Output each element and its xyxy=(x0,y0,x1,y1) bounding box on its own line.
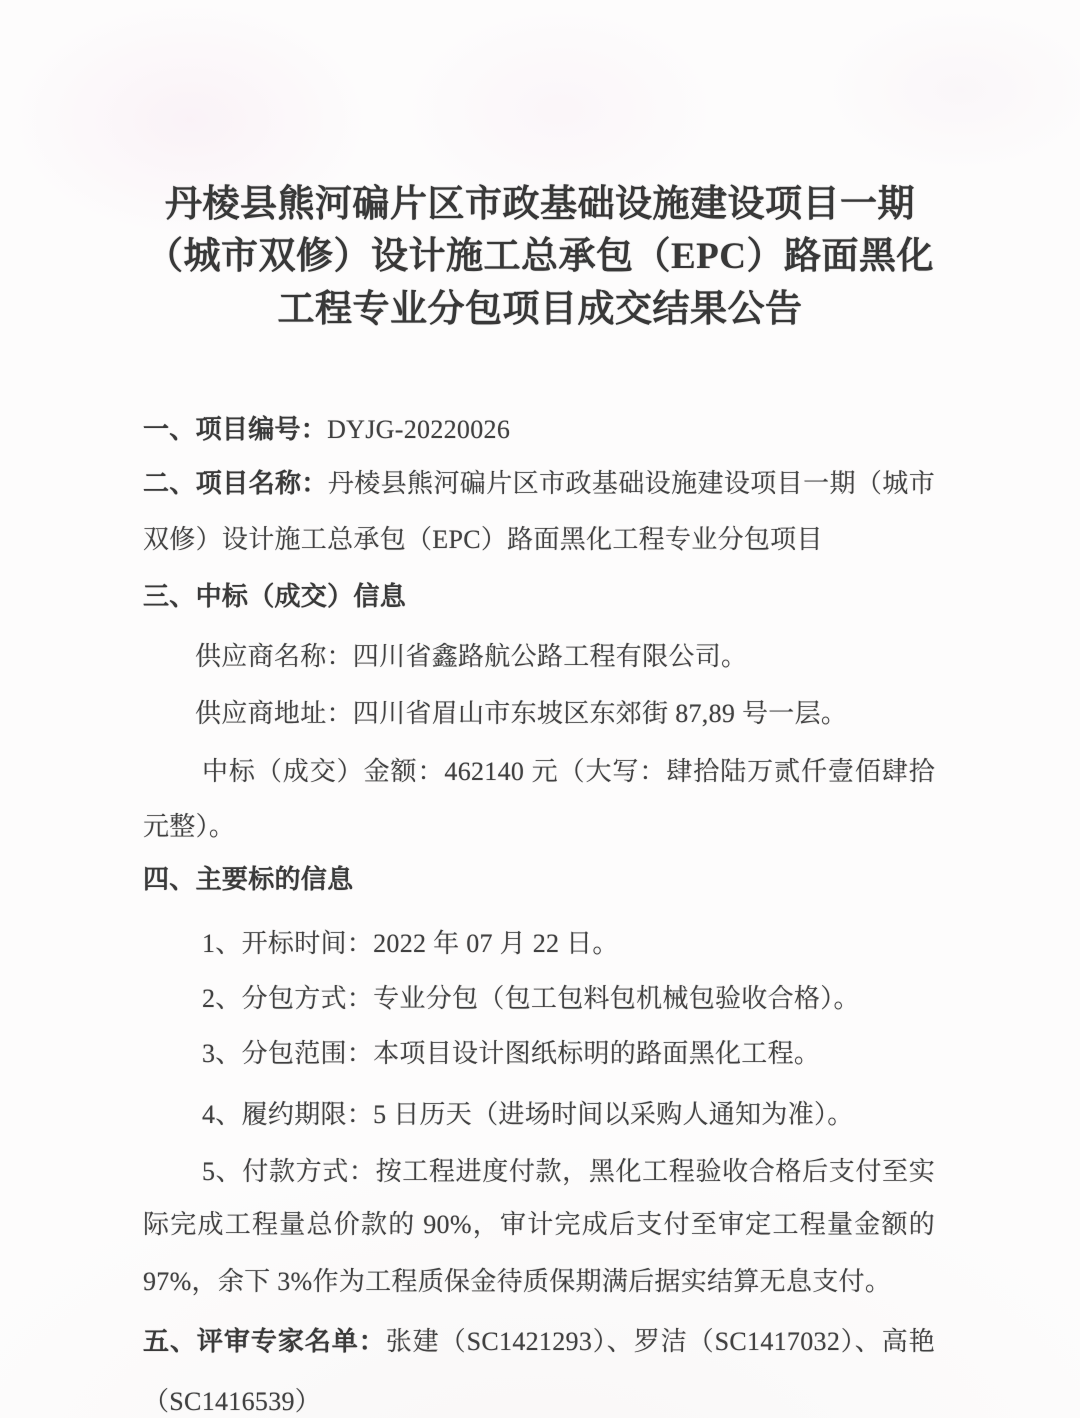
supplier-name-line xyxy=(195,642,747,672)
line-text: 2、分包方式：专业分包（包工包料包机械包验收合格）。 xyxy=(202,984,860,1013)
bid-opening-time-line xyxy=(202,929,619,959)
line-text: 中标（成交）金额：462140 元（大写：肆拾陆万贰仟壹佰肆拾 xyxy=(202,757,935,786)
line-text: （SC1416539） xyxy=(143,1387,322,1416)
award-info-heading xyxy=(143,582,406,612)
line-text: 5、付款方式：按工程进度付款，黑化工程验收合格后支付至实 xyxy=(202,1157,935,1186)
expert-list-line-2 xyxy=(143,1387,321,1417)
line-text: 供应商地址：四川省眉山市东坡区东郊街 87,89 号一层。 xyxy=(195,699,848,728)
section-heading: 三、中标（成交）信息 xyxy=(143,581,407,611)
section-heading: 四、主要标的信息 xyxy=(143,864,354,894)
document-title-line-2: （城市双修）设计施工总承包（EPC）路面黑化 xyxy=(146,236,934,277)
payment-method-line-1 xyxy=(202,1157,935,1187)
project-number-line xyxy=(143,415,510,445)
payment-method-line-3 xyxy=(143,1267,891,1297)
payment-method-line-2 xyxy=(143,1210,935,1240)
line-text: 3、分包范围：本项目设计图纸标明的路面黑化工程。 xyxy=(202,1039,821,1068)
line-text: DYJG-20220026 xyxy=(327,415,511,444)
line-text: 1、开标时间：2022 年 07 月 22 日。 xyxy=(202,929,619,958)
subject-info-heading xyxy=(143,865,353,895)
line-text: 4、履约期限：5 日历天（进场时间以采购人通知为准）。 xyxy=(202,1100,854,1129)
document-title-line-1: 丹棱县熊河碥片区市政基础设施建设项目一期 xyxy=(165,184,915,225)
document-title-line-3: 工程专业分包项目成交结果公告 xyxy=(277,289,803,330)
line-text: 张建（SC1421293）、罗洁（SC1417032）、高艳 xyxy=(385,1327,936,1356)
line-text: 供应商名称：四川省鑫路航公路工程有限公司。 xyxy=(195,642,748,671)
project-name-line-2 xyxy=(143,525,823,555)
project-name-line-1 xyxy=(143,469,935,499)
subcontract-method-line xyxy=(202,984,860,1014)
line-text: 际完成工程量总价款的 90%，审计完成后支付至审定工程量金额的 xyxy=(143,1210,935,1239)
section-heading: 二、项目名称： xyxy=(143,468,328,498)
section-heading: 一、项目编号： xyxy=(143,414,328,444)
performance-period-line xyxy=(202,1100,854,1130)
award-amount-line-1 xyxy=(202,757,935,787)
line-text: 丹棱县熊河碥片区市政基础设施建设项目一期（城市 xyxy=(327,469,935,498)
section-heading: 五、评审专家名单： xyxy=(143,1326,386,1356)
supplier-address-line xyxy=(195,699,847,729)
subcontract-scope-line xyxy=(202,1039,820,1069)
line-text: 双修）设计施工总承包（EPC）路面黑化工程专业分包项目 xyxy=(143,525,823,554)
expert-list-line-1 xyxy=(143,1327,935,1357)
line-text: 元整）。 xyxy=(143,812,236,841)
award-amount-line-2 xyxy=(143,812,235,842)
line-text: 97%，余下 3%作为工程质保金待质保期满后据实结算无息支付。 xyxy=(143,1267,892,1296)
